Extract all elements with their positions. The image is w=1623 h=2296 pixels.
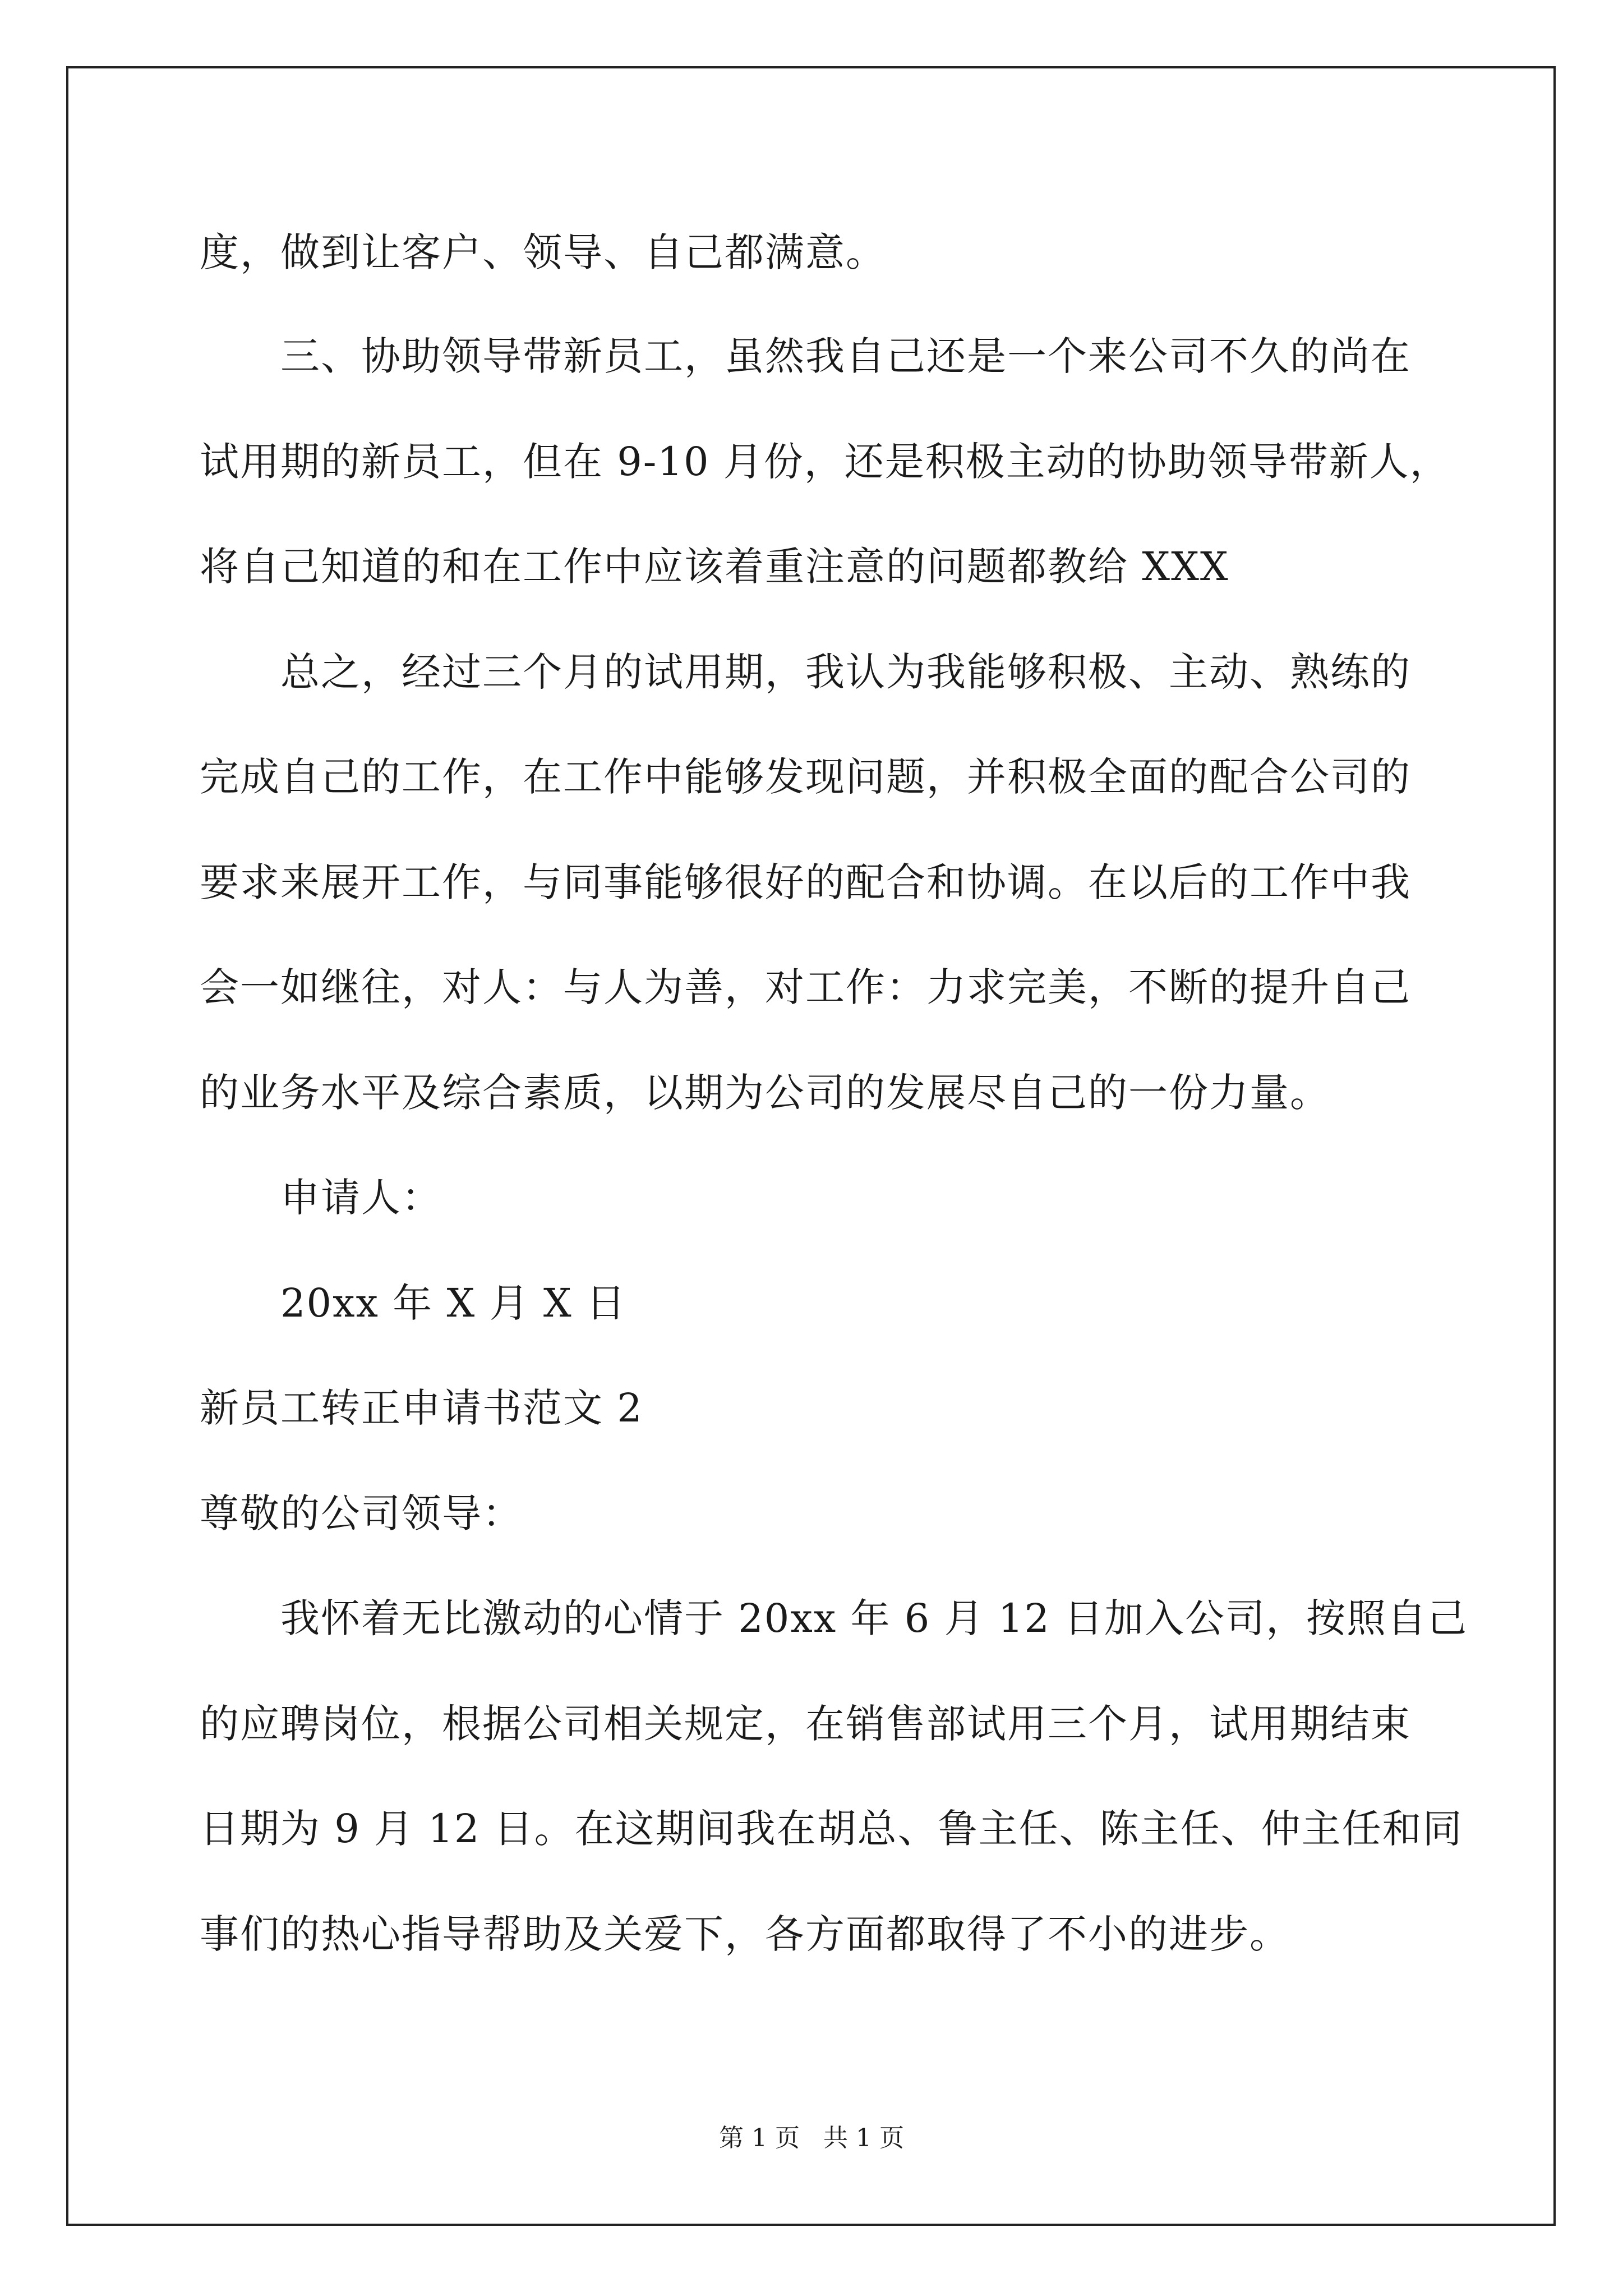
- text-line: 我怀着无比激动的心情于 20xx 年 6 月 12 日加入公司，按照自己: [280, 1595, 1468, 1641]
- date-line: 20xx 年 X 月 X 日: [280, 1280, 626, 1326]
- text-line: 完成自己的工作，在工作中能够发现问题，并积极全面的配合公司的: [200, 754, 1411, 800]
- page-border: [66, 66, 1556, 2226]
- section-title: 新员工转正申请书范文 2: [200, 1385, 643, 1431]
- signature-label: 申请人：: [280, 1175, 442, 1221]
- text-line: 要求来展开工作，与同事能够很好的配合和协调。在以后的工作中我: [200, 859, 1411, 905]
- salutation: 尊敬的公司领导：: [200, 1490, 523, 1536]
- text-line: 度，做到让客户、领导、自己都满意。: [200, 229, 886, 275]
- page-number-footer: 第 1 页 共 1 页: [719, 2124, 904, 2152]
- text-line: 会一如继往，对人：与人为善，对工作：力求完美，不断的提升自己: [200, 964, 1411, 1010]
- text-line: 试用期的新员工，但在 9-10 月份，还是积极主动的协助领导带新人，: [200, 439, 1450, 485]
- text-line: 三、协助领导带新员工，虽然我自己还是一个来公司不久的尚在: [280, 333, 1411, 379]
- text-line: 的业务水平及综合素质，以期为公司的发展尽自己的一份力量。: [200, 1070, 1330, 1116]
- text-line: 事们的热心指导帮助及关爱下，各方面都取得了不小的进步。: [200, 1911, 1290, 1957]
- text-line: 的应聘岗位，根据公司相关规定，在销售部试用三个月，试用期结束: [200, 1701, 1411, 1747]
- text-line: 总之，经过三个月的试用期，我认为我能够积极、主动、熟练的: [280, 649, 1411, 695]
- text-line: 日期为 9 月 12 日。在这期间我在胡总、鲁主任、陈主任、仲主任和同: [200, 1806, 1463, 1852]
- text-line: 将自己知道的和在工作中应该着重注意的问题都教给 XXX: [200, 544, 1229, 590]
